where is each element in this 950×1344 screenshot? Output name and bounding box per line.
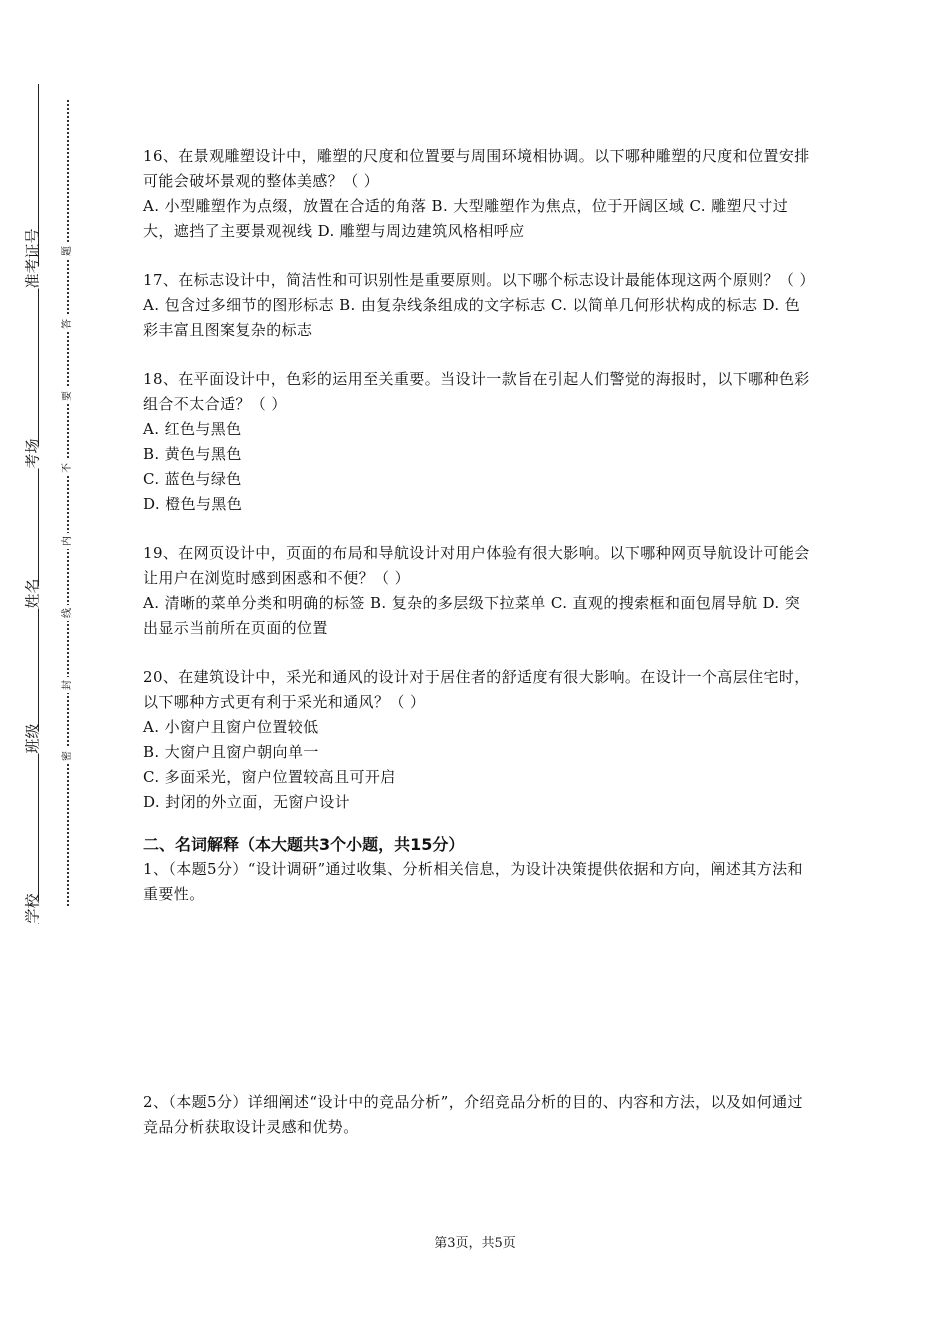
seal-char: 不 — [60, 460, 76, 476]
seal-char: 封 — [60, 677, 76, 693]
question-20 — [143, 665, 813, 815]
binding-line-solid — [38, 84, 39, 924]
question-stem: 20、在建筑设计中，采光和通风的设计对于居住者的舒适度有很大影响。在设计一个高层住宅时，以下哪种方式更有利于采光和通风？（ ） — [143, 668, 810, 711]
field-class-label: 班级 — [23, 723, 42, 754]
essay-question-1: 1、（本题5分）“设计调研”通过收集、分析相关信息，为设计决策提供依据和方向，阐述其方法和重要性。 — [143, 860, 803, 903]
seal-char: 题 — [60, 243, 76, 259]
seal-char: 内 — [60, 533, 76, 549]
field-exam-number-label: 准考证号 — [23, 228, 42, 289]
option-b: B. 黄色与黑色 — [143, 445, 242, 463]
question-stem: 19、在网页设计中，页面的布局和导航设计对用户体验有很大影响。以下哪种网页导航设计可能会让用户在浏览时感到困惑和不便？（ ） — [143, 544, 810, 587]
option-a: A. 小窗户且窗户位置较低 — [143, 718, 319, 736]
exam-content — [143, 144, 813, 907]
field-school-label: 学校 — [23, 893, 42, 924]
field-name-label: 姓名 — [23, 578, 42, 609]
seal-char: 密 — [60, 748, 76, 764]
question-16 — [143, 144, 813, 244]
option-b: B. 大窗户且窗户朝向单一 — [143, 743, 319, 761]
essay-question-2: 2、（本题5分）详细阐述“设计中的竞品分析”，介绍竞品分析的目的、内容和方法，以及如何通过竞品分析获取设计灵感和优势。 — [143, 1093, 803, 1136]
binding-line-dotted — [67, 100, 69, 906]
question-options: A. 小型雕塑作为点缀，放置在合适的角落 B. 大型雕塑作为焦点，位于开阔区域 C. 雕塑尺寸过大，遮挡了主要景观视线 D. 雕塑与周边建筑风格相呼应 — [143, 197, 789, 240]
question-17 — [143, 268, 813, 343]
field-exam-room-label: 考场 — [23, 438, 42, 469]
section-title: 二、名词解释（本大题共3个小题，共15分） — [143, 835, 465, 854]
option-d: D. 封闭的外立面，无窗户设计 — [143, 793, 351, 811]
question-stem: 16、在景观雕塑设计中，雕塑的尺度和位置要与周围环境相协调。以下哪种雕塑的尺度和位置安排可能会破坏景观的整体美感？（ ） — [143, 147, 810, 190]
question-18 — [143, 367, 813, 517]
question-options: A. 清晰的菜单分类和明确的标签 B. 复杂的多层级下拉菜单 C. 直观的搜索框和面包屑导航 D. 突出显示当前所在页面的位置 — [143, 594, 801, 637]
seal-char: 要 — [60, 388, 76, 404]
question-stem: 18、在平面设计中，色彩的运用至关重要。当设计一款旨在引起人们警觉的海报时，以下哪种色彩组合不太合适？（ ） — [143, 370, 810, 413]
question-stem: 17、在标志设计中，简洁性和可识别性是重要原则。以下哪个标志设计最能体现这两个原则？（ ） — [143, 271, 815, 289]
seal-char: 答 — [60, 316, 76, 332]
option-c: C. 多面采光，窗户位置较高且可开启 — [143, 768, 396, 786]
page-number: 第3页，共5页 — [434, 1236, 516, 1251]
option-d: D. 橙色与黑色 — [143, 495, 243, 513]
option-c: C. 蓝色与绿色 — [143, 470, 242, 488]
seal-char: 线 — [60, 605, 76, 621]
option-a: A. 红色与黑色 — [143, 420, 242, 438]
question-19 — [143, 541, 813, 641]
question-options: A. 包含过多细节的图形标志 B. 由复杂线条组成的文字标志 C. 以简单几何形状构成的标志 D. 色彩丰富且图案复杂的标志 — [143, 296, 801, 339]
